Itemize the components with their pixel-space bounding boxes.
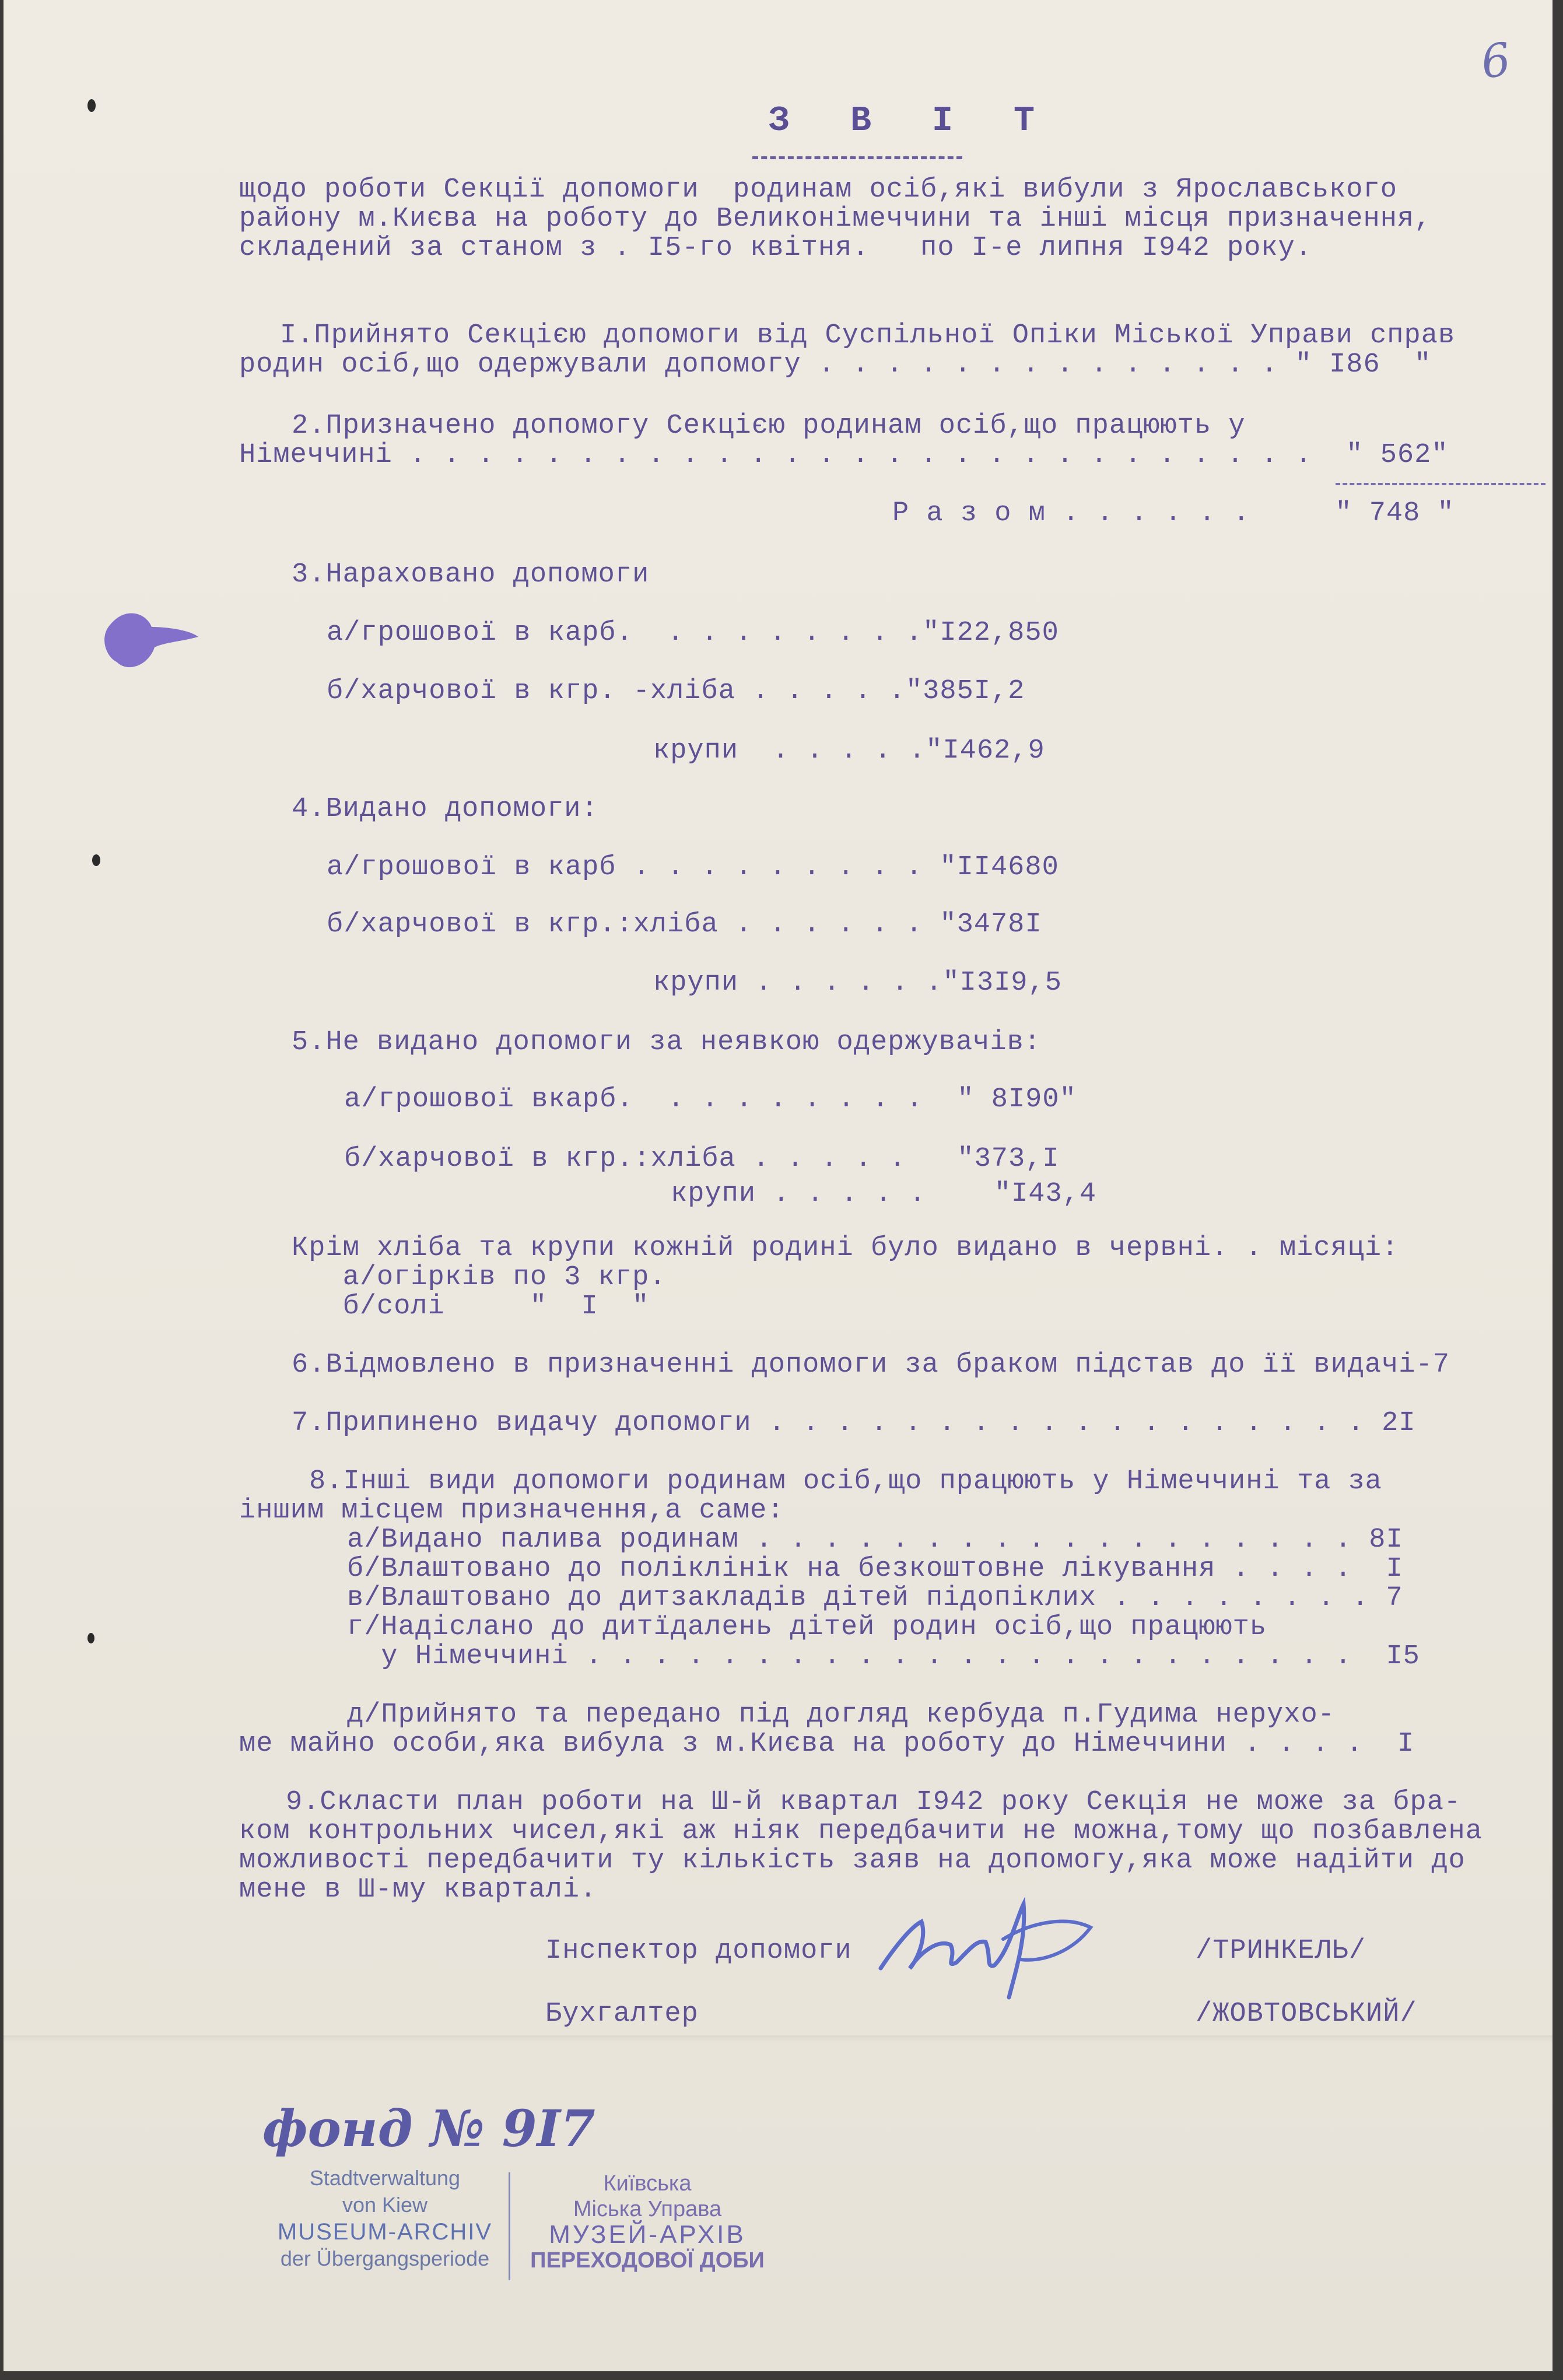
item-4c: крупи . . . . . ."I3I9,5 xyxy=(653,968,1062,998)
item-3c: крупи . . . . ."I462,9 xyxy=(653,735,1045,766)
item-1-line-1: I.Прийнято Секцією допомоги від Суспільної Опіки Міської Управи справ xyxy=(280,320,1456,351)
item-8c: в/Влаштовано до дитзакладів дітей підопіклих . . . . . . . . 7 xyxy=(347,1583,1403,1614)
header-line-2: району м.Києва на роботу до Великонімеччини та інші місця призначення, xyxy=(239,204,1432,234)
item-3b: б/харчової в кгр. -хліба . . . . ."385I,2 xyxy=(327,676,1025,707)
item-4-heading: 4.Видано допомоги: xyxy=(292,794,598,825)
item-5b: б/харчової в кгр.:хліба . . . . . "373,I xyxy=(344,1144,1060,1175)
item-8e-line-1: д/Прийнято та передано під догляд кербуда п.Гудима нерухо- xyxy=(347,1699,1335,1730)
stamp-de-line-2: von Kiew xyxy=(342,2193,428,2217)
extra-line-2: а/огірків по 3 кгр. xyxy=(292,1262,667,1293)
item-8d-line-1: г/Надіслано до дитїдалень дітей родин осіб,що працюють xyxy=(347,1612,1267,1643)
header-line-1: щодо роботи Секції допомоги родинам осіб,які вибули з Ярославського xyxy=(239,174,1397,205)
item-2-line-1: 2.Призначено допомогу Секцією родинам осіб,що працюють у xyxy=(292,411,1246,441)
item-4a: а/грошової в карб . . . . . . . . . "II4680 xyxy=(327,852,1059,883)
total-rule xyxy=(1336,483,1546,485)
stamp-de-line-1: Stadtverwaltung xyxy=(309,2166,461,2190)
archive-fond-number: фонд № 9I7 xyxy=(262,2099,595,2158)
stamp-de-line-4: der Übergangsperiode xyxy=(280,2246,490,2270)
page-number: 6 xyxy=(1477,33,1514,90)
item-8a: а/Видано палива родинам . . . . . . . . . . . . . . . . . . 8I xyxy=(347,1524,1403,1555)
item-1-line-2: родин осіб,що одержували допомогу . . . . . . . . . . . . . . " I86 " xyxy=(239,349,1432,380)
item-8b: б/Влаштовано до поліклінік на безкоштовне лікування . . . . I xyxy=(347,1554,1403,1585)
item-9-line-1: 9.Скласти план роботи на Ш-й квартал I942 року Секція не може за бра- xyxy=(286,1787,1462,1818)
extra-line-1: Крім хліба та крупи кожній родині було видано в червні. . місяці: xyxy=(292,1233,1399,1264)
punch-mark xyxy=(87,1633,94,1643)
punch-mark xyxy=(87,99,96,112)
item-9-line-4: мене в Ш-му кварталі. xyxy=(239,1874,597,1905)
total-line: Р а з о м . . . . . . " 748 " xyxy=(892,498,1455,529)
punch-mark xyxy=(92,854,100,866)
header-line-3: складений за станом з . I5-го квітня. по I-е липня I942 року. xyxy=(239,233,1312,264)
title-underline xyxy=(752,156,962,159)
extra-line-3: б/солі " I " xyxy=(292,1291,650,1322)
item-5a: а/грошової вкарб. . . . . . . . . " 8I90" xyxy=(344,1084,1077,1115)
accountant-label: Бухгалтер xyxy=(545,1999,699,2030)
stamp-de-line-3: MUSEUM-ARCHIV xyxy=(277,2219,493,2245)
item-6: 6.Відмовлено в призначенні допомоги за браком підстав до її видачі-7 xyxy=(292,1350,1450,1380)
inspector-signature xyxy=(869,1881,1114,2003)
scan-border-right xyxy=(1553,0,1563,2380)
item-4b: б/харчової в кгр.:хліба . . . . . . "3478I xyxy=(327,909,1042,940)
item-5c: крупи . . . . . "I43,4 xyxy=(671,1179,1097,1210)
item-8-line-1: 8.Інші види допомоги родинам осіб,що працюють у Німеччині та за xyxy=(309,1466,1382,1497)
inspector-name: /ТРИНКЕЛЬ/ xyxy=(1196,1936,1366,1967)
item-5-heading: 5.Не видано допомоги за неявкою одержувачів: xyxy=(292,1027,1042,1058)
stamp-ua-line-3: МУЗЕЙ-АРХІВ xyxy=(549,2220,746,2249)
item-9-line-3: можливості передбачити ту кількість заяв на допомогу,яка може надійти до xyxy=(239,1845,1466,1876)
report-title: З В І Т xyxy=(769,101,1055,141)
item-7: 7.Припинено видачу допомоги . . . . . . . . . . . . . . . . . . 2I xyxy=(292,1408,1416,1439)
ink-blot xyxy=(93,601,204,682)
scan-border-left xyxy=(0,0,3,2380)
item-9-line-2: ком контрольних чисел,які аж ніяк передбачити не можна,тому що позбавлена xyxy=(239,1816,1483,1847)
item-8e-line-2: ме майно особи,яка вибула з м.Києва на роботу до Німеччини . . . . I xyxy=(239,1729,1415,1759)
item-2-line-2: Німеччині . . . . . . . . . . . . . . . . . . . . . . . . . . . " 562" xyxy=(239,440,1449,471)
item-8-line-2: іншим місцем призначення,а саме: xyxy=(239,1495,784,1526)
item-3a: а/грошової в карб. . . . . . . . ."I22,850 xyxy=(327,618,1059,649)
scan-border-bottom xyxy=(0,2371,1563,2380)
stamp-ua-line-2: Міська Управа xyxy=(573,2197,722,2221)
stamp-ua-line-4: ПЕРЕХОДОВОЇ ДОБИ xyxy=(530,2248,765,2273)
item-8d-line-2: у Німеччині . . . . . . . . . . . . . . . . . . . . . . . I5 xyxy=(347,1641,1420,1672)
stamp-ua-line-1: Київська xyxy=(603,2171,692,2196)
item-3-heading: 3.Нараховано допомоги xyxy=(292,559,650,590)
stamp-divider xyxy=(509,2172,510,2280)
inspector-label: Інспектор допомоги xyxy=(545,1936,852,1967)
accountant-name: /ЖОВТОВСЬКИЙ/ xyxy=(1196,1999,1417,2030)
archive-stamp-ukrainian xyxy=(513,2171,782,2273)
archive-stamp-german xyxy=(251,2165,519,2272)
